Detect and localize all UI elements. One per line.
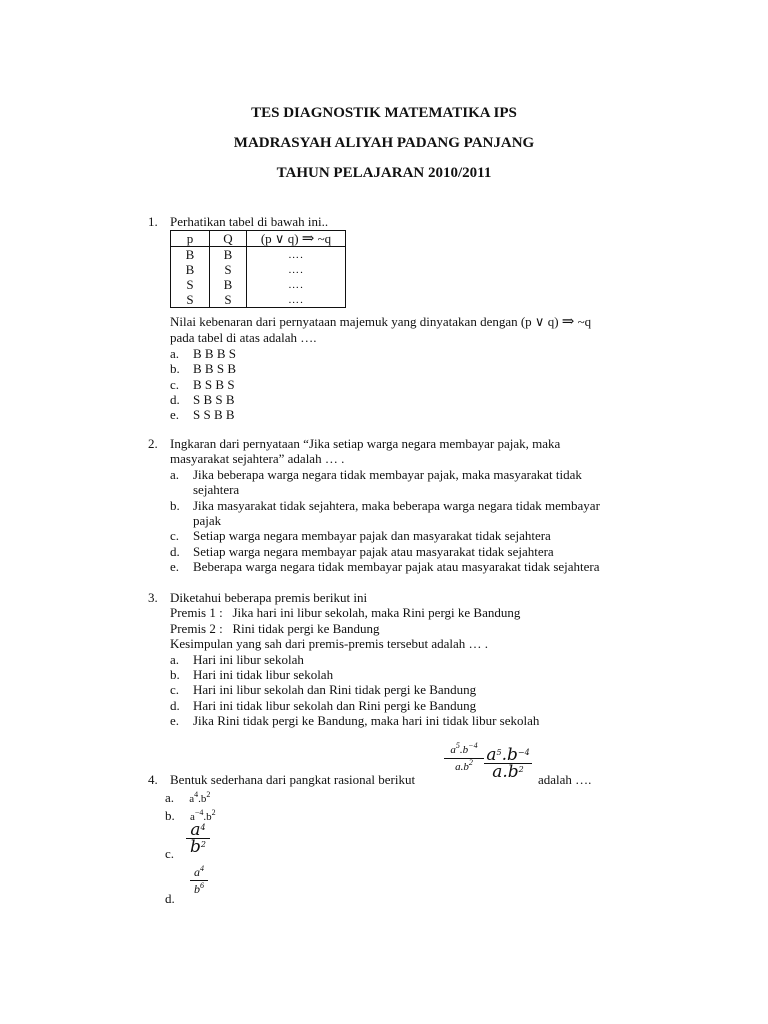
premise-1: Premis 1 : Jika hari ini libur sekolah, maka Rini pergi ke Bandung bbox=[170, 605, 521, 621]
question-number: 3. bbox=[148, 590, 158, 605]
premise-2: Premis 2 : Rini tidak pergi ke Bandung bbox=[170, 620, 380, 636]
option-c[interactable]: c. bbox=[165, 846, 175, 861]
table-row: B S …. bbox=[171, 262, 346, 277]
question-text: Nilai kebenaran dari pernyataan majemuk yang dinyatakan dengan (p ∨ q) ⇒ ~q bbox=[170, 314, 592, 330]
question-text: Perhatikan tabel di bawah ini.. bbox=[170, 214, 329, 229]
option-a[interactable]: a. B B B S bbox=[170, 345, 236, 361]
option-b[interactable]: b. Hari ini tidak libur sekolah bbox=[170, 667, 334, 683]
title-line-3: TAHUN PELAJARAN 2010/2011 bbox=[276, 165, 492, 181]
option-d-fraction: $a^4$ $b^6$ bbox=[190, 864, 208, 897]
header-q: Q bbox=[210, 231, 247, 247]
question-number: 4. bbox=[148, 772, 158, 787]
option-b[interactable]: b. Jika masyarakat tidak sejahtera, maka beberapa warga negara tidak membayar bbox=[170, 497, 600, 513]
option-a[interactable]: a. $a^4.b^2$ bbox=[165, 790, 211, 805]
question-text: masyarakat sejahtera” adalah … . bbox=[170, 451, 345, 467]
implies-arrow-icon: ⇒ bbox=[301, 230, 315, 247]
question-text: Ingkaran dari pernyataan “Jika setiap warga negara membayar pajak, maka bbox=[170, 436, 561, 451]
question-text: pada tabel di atas adalah …. bbox=[170, 330, 317, 346]
option-d[interactable]: d. S B S B bbox=[170, 391, 235, 407]
option-d[interactable]: d. Hari ini tidak libur sekolah dan Rini pergi ke Bandung bbox=[170, 697, 477, 713]
option-d[interactable]: d. bbox=[165, 891, 175, 906]
option-d[interactable]: d. Setiap warga negara membayar pajak atau masyarakat tidak sejahtera bbox=[170, 543, 554, 559]
question-text: Diketahui beberapa premis berikut ini bbox=[170, 590, 368, 605]
header-expression: (p ∨ q) ⇒ ~q bbox=[247, 231, 346, 247]
title-line-1: TES DIAGNOSTIK MATEMATIKA IPS bbox=[251, 105, 517, 121]
option-e[interactable]: e. Jika Rini tidak pergi ke Bandung, maka hari ini tidak libur sekolah bbox=[170, 713, 540, 729]
implies-arrow-icon: ⇒ bbox=[561, 314, 575, 330]
question-4-suffix: adalah …. bbox=[538, 772, 592, 787]
truth-table-header bbox=[171, 231, 346, 247]
table-row: S B …. bbox=[171, 277, 346, 292]
truth-table bbox=[170, 230, 346, 308]
option-b[interactable]: b. B B S B bbox=[170, 361, 236, 377]
option-c-fraction: $a^4$ $b^2$ bbox=[186, 822, 210, 855]
option-e[interactable]: e. Beberapa warga negara tidak membayar pajak atau masyarakat tidak sejahtera bbox=[170, 559, 600, 575]
option-e[interactable]: e. S S B B bbox=[170, 407, 235, 423]
question-number: 1. bbox=[148, 214, 158, 229]
table-row: B B …. bbox=[171, 247, 346, 263]
option-a[interactable]: a. Hari ini libur sekolah bbox=[170, 651, 304, 667]
option-b[interactable]: b. $a^{-4}.b^2$ bbox=[165, 808, 216, 823]
option-c[interactable]: c. Setiap warga negara membayar pajak dan masyarakat tidak sejahtera bbox=[170, 528, 551, 544]
option-c[interactable]: c. B S B S bbox=[170, 376, 235, 392]
table-row: S S …. bbox=[171, 292, 346, 308]
expression-fraction-large: $a^5.b^{-4}$ $a.b^2$ bbox=[484, 747, 532, 780]
question-number: 2. bbox=[148, 436, 158, 451]
header-p: p bbox=[171, 231, 210, 247]
option-b-continued: pajak bbox=[193, 512, 222, 528]
question-text: Bentuk sederhana dari pangkat rasional berikut bbox=[170, 772, 416, 787]
title-line-2: MADRASYAH ALIYAH PADANG PANJANG bbox=[233, 135, 535, 151]
option-a-continued: sejahtera bbox=[193, 482, 240, 498]
option-c[interactable]: c. Hari ini libur sekolah dan Rini tidak pergi ke Bandung bbox=[170, 682, 477, 698]
question-text: Kesimpulan yang sah dari premis-premis tersebut adalah … . bbox=[170, 636, 489, 652]
option-a[interactable]: a. Jika beberapa warga negara tidak membayar pajak, maka masyarakat tidak bbox=[170, 466, 582, 482]
expression-fraction-small: $a^5.b^{-4}$ $a.b^2$ bbox=[444, 742, 484, 775]
